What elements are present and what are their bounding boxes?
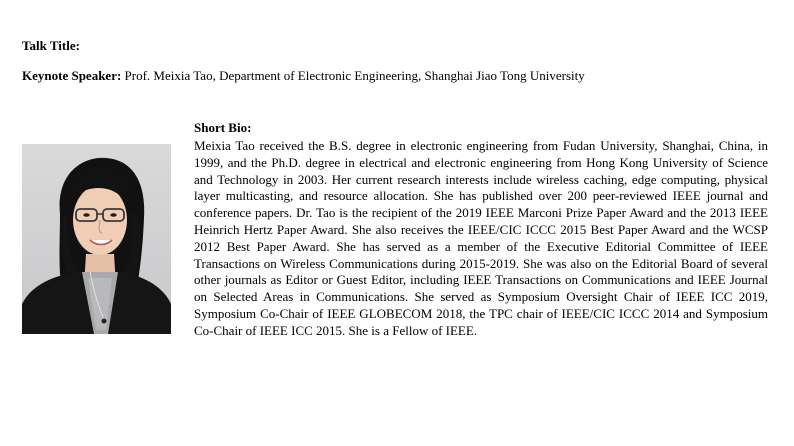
- talk-title-line: [22, 38, 80, 54]
- short-bio-text: Meixia Tao received the B.S. degree in electronic engineering from Fudan University, Shanghai, China, in 1999, and the Ph.D. degree in electrical and electronic engineering from Hong Kong University of Science and Technology in 2003. Her current research interests include wireless caching, edge computing, physical layer multicasting, and resource allocation. She has published over 200 peer-reviewed IEEE journal and conference papers. Dr. Tao is the recipient of the 2019 IEEE Marconi Prize Paper Award and the 2013 IEEE Heinrich Hertz Paper Award. She also receives the IEEE/CIC ICCC 2015 Best Paper Award and the WCSP 2012 Best Paper Award. She has served as a member of the Executive Editorial Committee of IEEE Transactions on Wireless Communications during 2015-2019. She was also on the Editorial Board of several other journals as Editor or Guest Editor, including IEEE Transactions on Communications and IEEE Journal on Selected Areas in Communications. She served as Symposium Oversight Chair of IEEE ICC 2019, Symposium Co-Chair of IEEE GLOBECOM 2018, the TPC chair of IEEE/CIC ICCC 2014 and Symposium Co-Chair of IEEE ICC 2015. She is a Fellow of IEEE.: [194, 138, 768, 338]
- keynote-speaker-value: Prof. Meixia Tao, Department of Electronic Engineering, Shanghai Jiao Tong University: [121, 68, 585, 83]
- talk-title-label: Talk Title:: [22, 38, 80, 53]
- speaker-photo: [22, 144, 171, 334]
- short-bio-heading: Short Bio:: [194, 120, 252, 135]
- keynote-speaker-label: Keynote Speaker:: [22, 68, 122, 83]
- keynote-speaker-line: [22, 68, 585, 84]
